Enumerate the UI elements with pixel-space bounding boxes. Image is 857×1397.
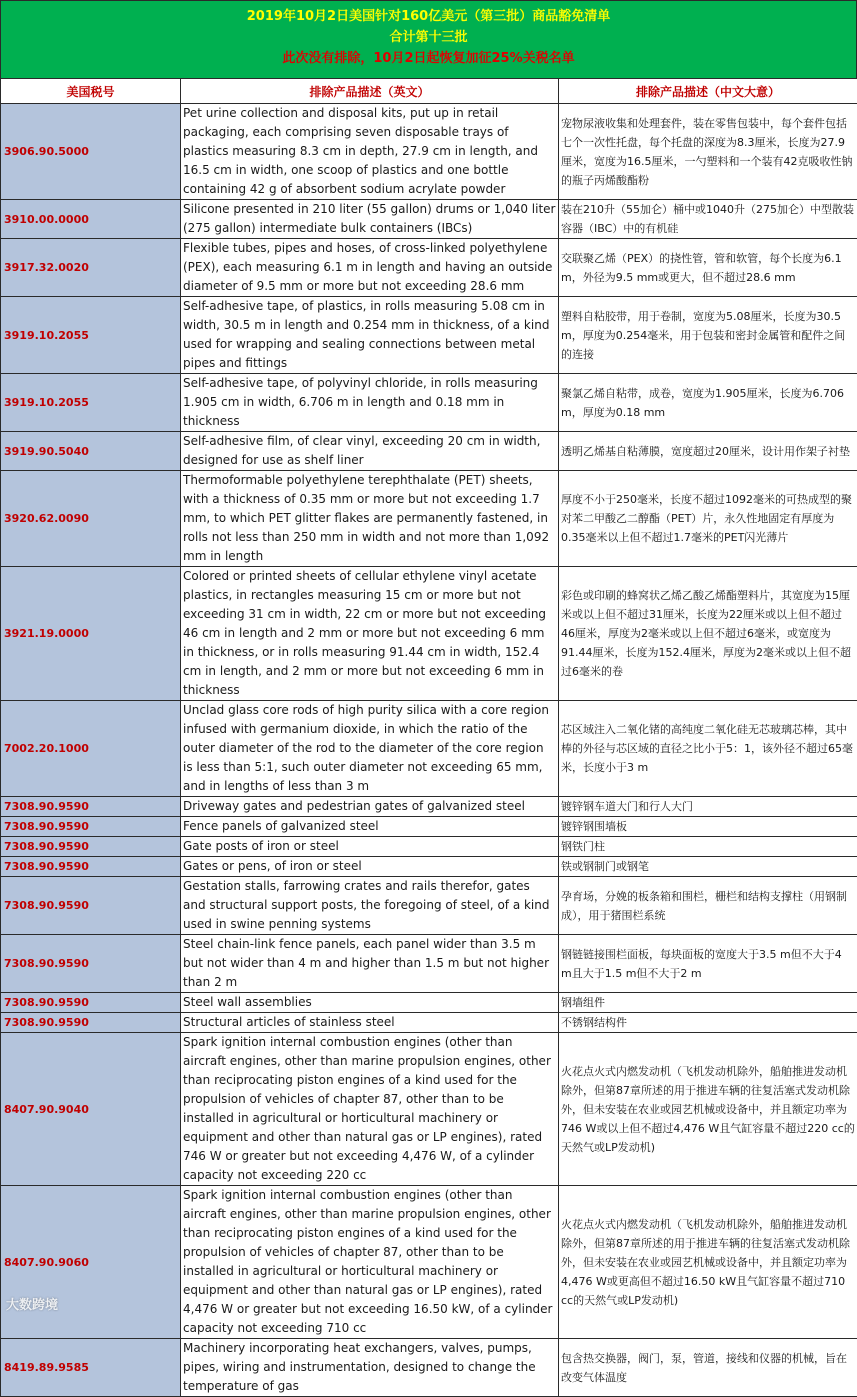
tariff-code-cell: 7308.90.9590 (1, 857, 181, 877)
title-banner (0, 0, 857, 78)
chinese-description-cell: 火花点火式内燃发动机（飞机发动机除外，船舶推进发动机除外，但第87章所述的用于推进车辆的往复活塞式发动机除外，但未安装在农业或园艺机械或设备中，并且额定功率为4,476 W或更高但不超过16.50 kW且气缸容量不超过710 cc的天然气或LP发动机) (559, 1186, 857, 1339)
tariff-code-cell: 3919.10.2055 (1, 374, 181, 432)
table-row (1, 374, 857, 432)
table-row (1, 1186, 857, 1339)
table-row (1, 200, 857, 239)
chinese-description-cell: 厚度不小于250毫米，长度不超过1092毫米的可热成型的聚对苯二甲酸乙二醇酯（PET）片，永久性地固定有厚度为0.35毫米以上但不超过1.7毫米的PET闪光薄片 (559, 471, 857, 567)
column-header-en: 排除产品描述（英文） (181, 79, 559, 104)
english-description-cell: Self-adhesive tape, of plastics, in rolls measuring 5.08 cm in width, 30.5 m in length and 0.254 mm in thickness, of a kind used for wrapping and sealing connections between metal pipes and fittings (181, 297, 559, 374)
english-description-cell: Structural articles of stainless steel (181, 1013, 559, 1033)
chinese-description-cell: 不锈钢结构件 (559, 1013, 857, 1033)
english-description-cell: Machinery incorporating heat exchangers, valves, pumps, pipes, wiring and instrumentation, designed to change the temperature of gas (181, 1339, 559, 1397)
tariff-code-cell: 7308.90.9590 (1, 993, 181, 1013)
tariff-code-cell: 7308.90.9590 (1, 837, 181, 857)
tariff-code-cell: 3906.90.5000 (1, 104, 181, 200)
english-description-cell: Driveway gates and pedestrian gates of galvanized steel (181, 797, 559, 817)
english-description-cell: Steel chain-link fence panels, each panel wider than 3.5 m but not wider than 4 m and higher than 1.5 m but not higher than 2 m (181, 935, 559, 993)
list-title: 2019年10月2日美国针对160亿美元（第三批）商品豁免清单 (1, 1, 856, 27)
chinese-description-cell: 火花点火式内燃发动机（飞机发动机除外，船舶推进发动机除外，但第87章所述的用于推进车辆的往复活塞式发动机除外，但未安装在农业或园艺机械或设备中，并且额定功率为746 W或以上但不超过4,476 W且气缸容量不超过220 cc的天然气或LP发动机) (559, 1033, 857, 1186)
table-row (1, 471, 857, 567)
english-description-cell: Self-adhesive tape, of polyvinyl chloride, in rolls measuring 1.905 cm in width, 6.706 m in length and 0.18 mm in thickness (181, 374, 559, 432)
tariff-code-cell: 3921.19.0000 (1, 567, 181, 701)
table-row (1, 817, 857, 837)
table-row (1, 935, 857, 993)
english-description-cell: Spark ignition internal combustion engines (other than aircraft engines, other than marine propulsion engines, other than reciprocating piston engines of a kind used for the propulsion of vehicles of chapter 87, other than to be installed in agricultural or horticultural machinery or equipment and other than natural gas or LP engines), rated 4,476 W or greater but not exceeding 16.50 kW, of a cylinder capacity not exceeding 710 cc (181, 1186, 559, 1339)
table-row (1, 239, 857, 297)
chinese-description-cell: 装在210升（55加仑）桶中或1040升（275加仑）中型散装容器（IBC）中的有机硅 (559, 200, 857, 239)
english-description-cell: Colored or printed sheets of cellular ethylene vinyl acetate plastics, in rectangles measuring 15 cm or more but not exceeding 31 cm in width, 22 cm or more but not exceeding 46 cm in length and 2 mm or more but not exceeding 6 mm in thickness, or in rolls measuring 91.44 cm in width, 152.4 cm in length, and 2 mm or more but not exceeding 6 mm in thickness (181, 567, 559, 701)
tariff-code-cell: 3919.10.2055 (1, 297, 181, 374)
chinese-description-cell: 铁或钢制门或钢笔 (559, 857, 857, 877)
chinese-description-cell: 透明乙烯基自粘薄膜，宽度超过20厘米，设计用作架子衬垫 (559, 432, 857, 471)
table-row (1, 1013, 857, 1033)
english-description-cell: Self-adhesive film, of clear vinyl, exceeding 20 cm in width, designed for use as shelf liner (181, 432, 559, 471)
watermark-text: 大数跨境 (6, 1298, 58, 1313)
table-row (1, 837, 857, 857)
table-row (1, 432, 857, 471)
tariff-code-cell: 8407.90.9040 (1, 1033, 181, 1186)
tariff-code-cell: 7308.90.9590 (1, 1013, 181, 1033)
english-description-cell: Steel wall assemblies (181, 993, 559, 1013)
tariff-code-cell: 3920.62.0090 (1, 471, 181, 567)
column-header-code: 美国税号 (1, 79, 181, 104)
tariff-code-cell: 7002.20.1000 (1, 701, 181, 797)
tariff-code-cell: 3917.32.0020 (1, 239, 181, 297)
english-description-cell: Thermoformable polyethylene terephthalate (PET) sheets, with a thickness of 0.35 mm or more but not exceeding 1.7 mm, to which PET glitter flakes are permanently fastened, in rolls not less than 250 mm in width and not more than 1,092 mm in length (181, 471, 559, 567)
tariff-code-cell: 7308.90.9590 (1, 797, 181, 817)
tariff-code-cell: 7308.90.9590 (1, 935, 181, 993)
chinese-description-cell: 聚氯乙烯自粘带，成卷，宽度为1.905厘米，长度为6.706 m，厚度为0.18 mm (559, 374, 857, 432)
english-description-cell: Pet urine collection and disposal kits, put up in retail packaging, each comprising seven disposable trays of plastics measuring 8.3 cm in depth, 27.9 cm in length, and 16.5 cm in width, one scoop of plastics and one bottle containing 42 g of absorbent sodium acrylate powder (181, 104, 559, 200)
chinese-description-cell: 钢铁门柱 (559, 837, 857, 857)
tariff-code-cell: 7308.90.9590 (1, 877, 181, 935)
chinese-description-cell: 彩色或印刷的蜂窝状乙烯乙酸乙烯酯塑料片，其宽度为15厘米或以上但不超过31厘米，长度为22厘米或以上但不超过46厘米，厚度为2毫米或以上但不超过6毫米，或宽度为91.44厘米，长度为152.4厘米，厚度为2毫米或以上但不超过6毫米的卷 (559, 567, 857, 701)
tariff-code-cell: 8407.90.9060 (1, 1186, 181, 1339)
table-row (1, 701, 857, 797)
english-description-cell: Flexible tubes, pipes and hoses, of cross-linked polyethylene (PEX), each measuring 6.1 m in length and having an outside diameter of 9.5 mm or more but not exceeding 28.6 mm (181, 239, 559, 297)
chinese-description-cell: 镀锌钢围墙板 (559, 817, 857, 837)
chinese-description-cell: 芯区域注入二氧化锗的高纯度二氧化硅无芯玻璃芯棒，其中棒的外径与芯区域的直径之比小于5：1，该外径不超过65毫米，长度小于3 m (559, 701, 857, 797)
tariff-code-cell: 8419.89.9585 (1, 1339, 181, 1397)
table-row (1, 297, 857, 374)
tariff-code-cell: 3910.00.0000 (1, 200, 181, 239)
tariff-code-cell: 7308.90.9590 (1, 817, 181, 837)
chinese-description-cell: 包含热交换器，阀门，泵，管道，接线和仪器的机械，旨在改变气体温度 (559, 1339, 857, 1397)
table-row (1, 567, 857, 701)
chinese-description-cell: 钢链链接围栏面板，每块面板的宽度大于3.5 m但不大于4 m且大于1.5 m但不大于2 m (559, 935, 857, 993)
table-row (1, 797, 857, 817)
list-note: 此次没有排除，10月2日起恢复加征25%关税名单 (1, 48, 856, 69)
table-row (1, 104, 857, 200)
table-header-row (1, 79, 857, 104)
table-row (1, 1033, 857, 1186)
english-description-cell: Silicone presented in 210 liter (55 gallon) drums or 1,040 liter (275 gallon) intermediate bulk containers (IBCs) (181, 200, 559, 239)
chinese-description-cell: 交联聚乙烯（PEX）的挠性管，管和软管，每个长度为6.1 m，外径为9.5 mm或更大，但不超过28.6 mm (559, 239, 857, 297)
table-row (1, 857, 857, 877)
table-row (1, 877, 857, 935)
chinese-description-cell: 钢墙组件 (559, 993, 857, 1013)
chinese-description-cell: 孕育场，分娩的板条箱和围栏，栅栏和结构支撑柱（用钢制成），用于猪围栏系统 (559, 877, 857, 935)
chinese-description-cell: 镀锌钢车道大门和行人大门 (559, 797, 857, 817)
table-body (1, 104, 857, 1397)
exemption-table (0, 78, 857, 1397)
english-description-cell: Unclad glass core rods of high purity silica with a core region infused with germanium dioxide, in which the ratio of the outer diameter of the rod to the diameter of the core region is less than 5:1, such outer diameter not exceeding 65 mm, and in lengths of less than 3 m (181, 701, 559, 797)
english-description-cell: Fence panels of galvanized steel (181, 817, 559, 837)
list-subtitle: 合计第十三批 (1, 27, 856, 48)
tariff-code-cell: 3919.90.5040 (1, 432, 181, 471)
table-row (1, 1339, 857, 1397)
english-description-cell: Spark ignition internal combustion engines (other than aircraft engines, other than marine propulsion engines, other than reciprocating piston engines of a kind used for the propulsion of vehicles of chapter 87, other than to be installed in agricultural or horticultural machinery or equipment and other than natural gas or LP engines), rated 746 W or greater but not exceeding 4,476 W, of a cylinder capacity not exceeding 220 cc (181, 1033, 559, 1186)
english-description-cell: Gates or pens, of iron or steel (181, 857, 559, 877)
table-row (1, 993, 857, 1013)
chinese-description-cell: 宠物尿液收集和处理套件，装在零售包装中，每个套件包括七个一次性托盘，每个托盘的深度为8.3厘米，长度为27.9厘米，宽度为16.5厘米，一勺塑料和一个装有42克吸收性钠的瓶子丙烯酸酯粉 (559, 104, 857, 200)
watermark-logo (6, 1294, 58, 1313)
column-header-cn: 排除产品描述（中文大意） (559, 79, 857, 104)
english-description-cell: Gestation stalls, farrowing crates and rails therefor, gates and structural support posts, the foregoing of steel, of a kind used in swine penning systems (181, 877, 559, 935)
english-description-cell: Gate posts of iron or steel (181, 837, 559, 857)
chinese-description-cell: 塑料自粘胶带，用于卷制，宽度为5.08厘米，长度为30.5 m，厚度为0.254毫米，用于包装和密封金属管和配件之间的连接 (559, 297, 857, 374)
